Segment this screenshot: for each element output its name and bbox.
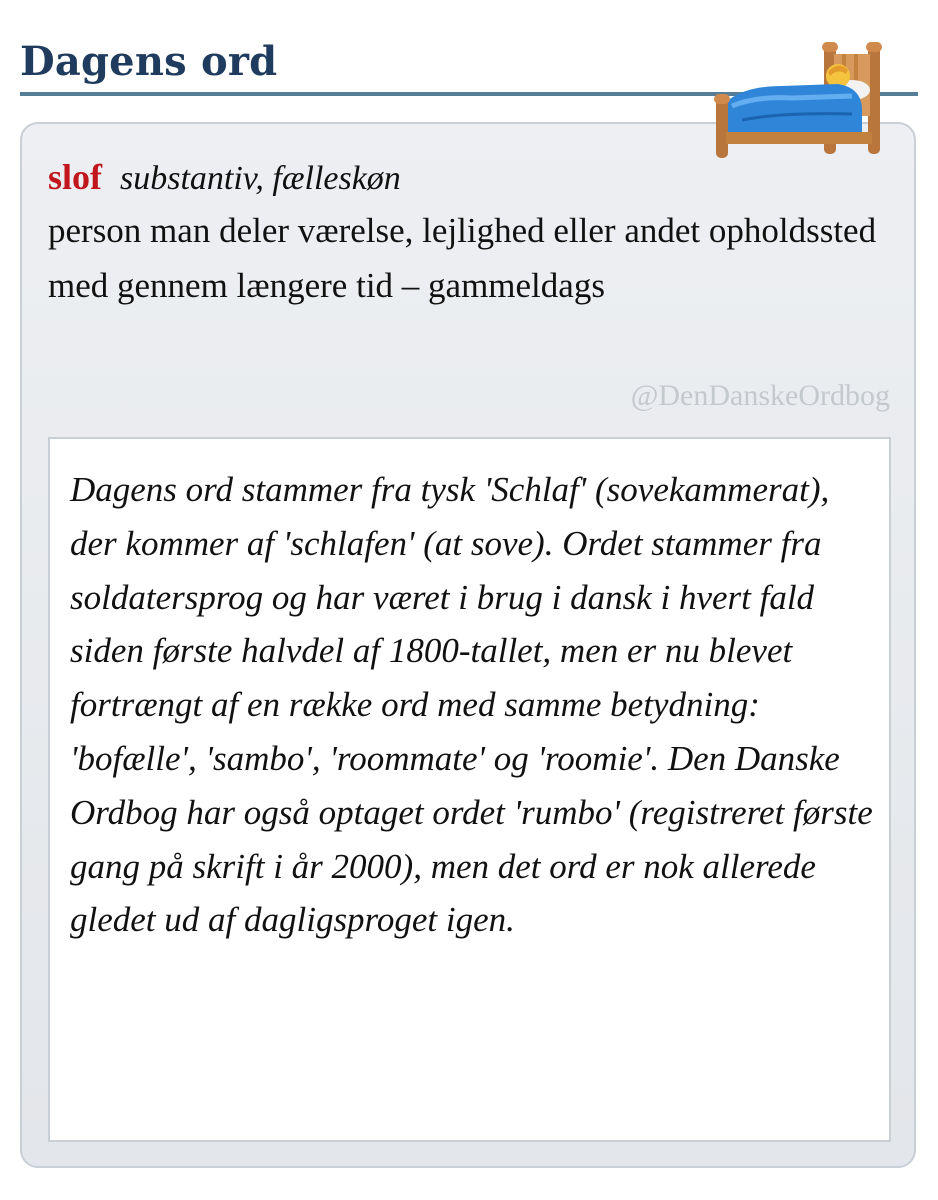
person-in-bed-icon: [712, 40, 884, 160]
entry-headline: [48, 150, 401, 206]
credit-handle: @DenDanskeOrdbog: [630, 379, 890, 412]
headword: slof: [48, 157, 102, 197]
part-of-speech: substantiv, fælleskøn: [120, 160, 401, 197]
definition-text: person man deler værelse, lejlighed eller andet opholdssted med gennem længere tid – gammeldags: [48, 211, 877, 305]
page-title: Dagens ord: [20, 38, 278, 85]
etymology-text: Dagens ord stammer fra tysk 'Schlaf' (sovekammerat), der kommer af 'schlafen' (at sove). Ordet stammer fra soldatersprog og har været i brug i dansk i hvert fald siden første halvdel af 1800-tallet, men er nu blevet fortrængt af en række ord med samme betydning: 'bofælle', 'sambo', 'roommate' og 'roomie'. Den Danske Ordbog har også optaget ordet 'rumbo' (registreret første gang på skrift i år 2000), men det ord er nok allerede gledet ud af dagligsproget igen.: [70, 470, 873, 940]
